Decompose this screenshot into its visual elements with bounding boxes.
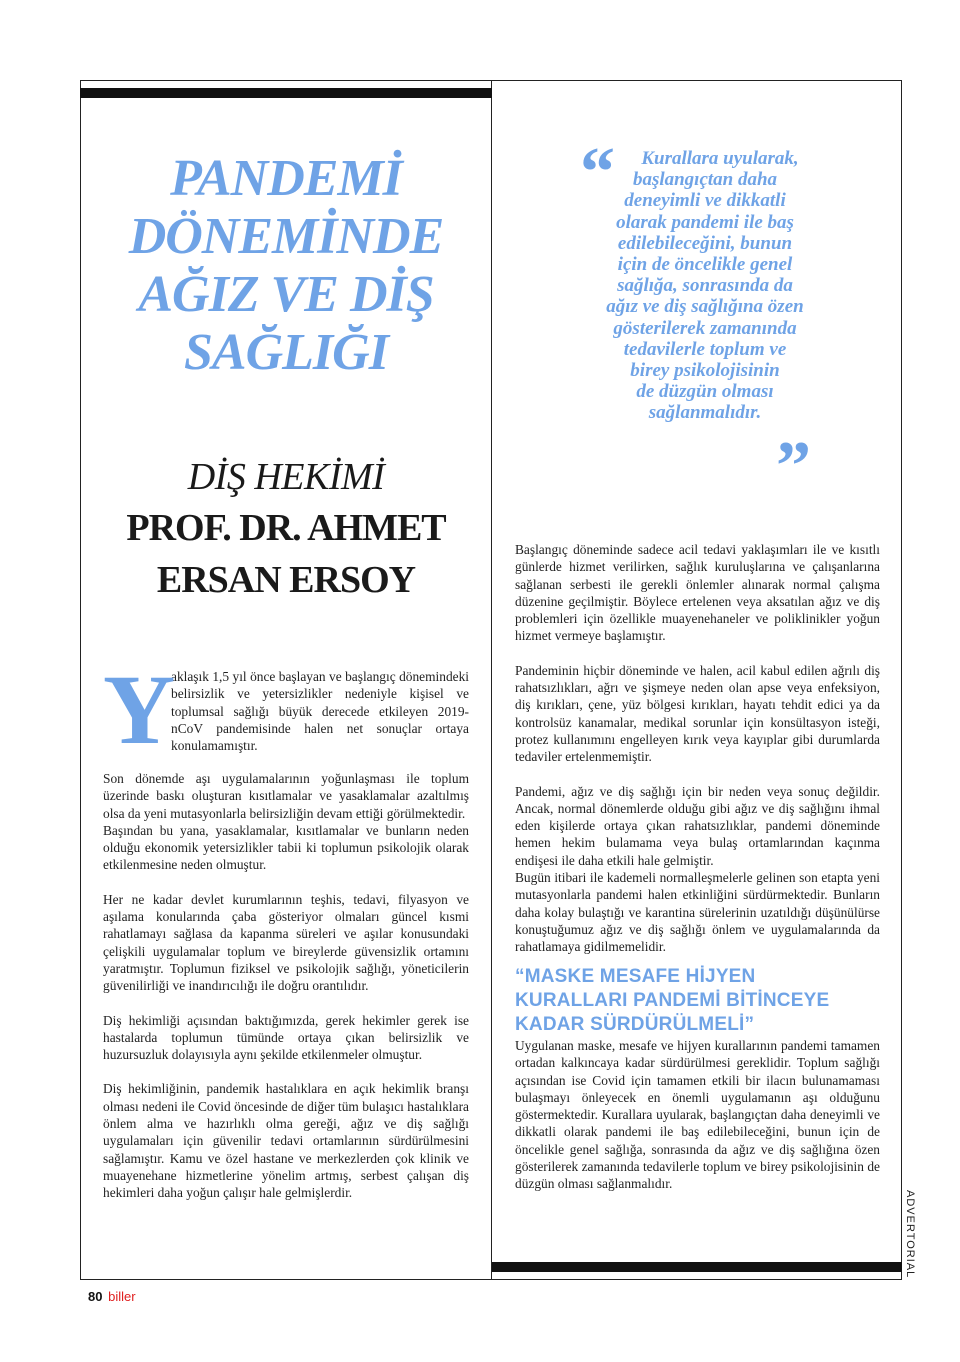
quote-line: birey psikolojisinin <box>630 360 780 382</box>
body-paragraph: Diş hekimliğinin, pandemik hastalıklara en açık hekimlik branşı olması nedeni ile Covid öncesinde de diğer tüm bulaşıcı hastalıklara önlem alma ve hazırlıklı olma gereği, ağız ve diş sağlığı uygulamaları için güvenilir tedavi ortamlarının sürdürülmesini sağlamıştır. Kamu ve özel hastane ve merkezlerden çok klinik ve muayenehane hizmetlerine yönelim artmış, serbest çalışan diş hekimleri daha yoğun çalışır hale gelmişlerdir. <box>103 1081 469 1201</box>
dropcap: Y <box>103 654 176 765</box>
subheading <box>515 965 885 1037</box>
intro-paragraph <box>103 654 469 765</box>
quote-line: sağlanmalıdır. <box>648 402 762 424</box>
headline-line: DÖNEMİNDE <box>128 208 444 265</box>
headline-line: SAĞLIĞI <box>184 324 388 381</box>
body-paragraph: Diş hekimliği açısından baktığımızda, gerek hekimler gerek ise hastalarda toplumun tümünde ortaya çıkan belirsizlik ve huzursuzluk dolayısıyla aynı şekilde etkilenmeler olmuştur. <box>103 1012 469 1063</box>
headline-line: AĞIZ VE DİŞ <box>138 266 434 323</box>
pull-quote <box>580 148 830 424</box>
headline <box>100 150 472 382</box>
quote-line: de düzgün olması <box>636 381 774 403</box>
quote-line: sağlığa, sonrasında da <box>617 275 793 297</box>
body-paragraph: Bugün itibari ile kademeli normalleşmelerle gelinen son etapta yeni mutasyonlarla pandemi halen etkinliğini sürdürmektedir. Bunların daha kolay bulaştığı ve karantina sürelerinin uzatıldığı düşünülürse konuştuğumuz ağız ve diş sağlığı önlem ve uygulamalarında da rahatlamaya gidilmemelidir. <box>515 870 880 955</box>
quote-line: olarak pandemi ile baş <box>616 211 794 233</box>
headline-line: PANDEMİ <box>170 150 402 207</box>
brand-name: biller <box>108 1289 136 1304</box>
body-paragraph: Başından bu yana, yasaklamalar, kısıtlamalar ve bunların neden olduğu ekonomik yetersizlikler tabii ki toplumun psikolojik olarak etkilenmesine neden olmuştur. <box>103 822 469 873</box>
body-paragraph: Uygulanan maske, mesafe ve hijyen kurallarının pandemi tamamen ortadan kalkıncaya kadar sürdürülmesi gereklidir. Toplum sağlığı açısından ise Covid için tamamen etkili bir ilacın bulunamaması bulaşmayı önleyecek en önemli uygulamanın aşı olduğunu göstermektedir. Kurallara uyularak, başlangıçtan daha deneyimli ve dikkatli olarak pandemi ile baş edilebileceğini, bunun için de öncelikle genel sağlığa, sonrasında da ağız ve diş sağlığına özen gösterilerek zamanında tedavilerle toplum ve birey psikolojisinin de düzgün olması sağlanmalıdır. <box>515 1038 880 1192</box>
page-footer <box>88 1289 136 1304</box>
body-paragraph: Son dönemde aşı uygulamalarının yoğunlaşması ile toplum üzerinde baskı oluşturan kısıtlamalar ve yasaklamalar azaltılmış olsa da yeni mutasyonlarla belirsizliğin devam ettiği görülmektedir. <box>103 771 469 821</box>
subheading-section <box>515 1037 880 1210</box>
advertorial-label: ADVERTORIAL <box>904 1190 916 1279</box>
intro-text: aklaşık 1,5 yıl önce başlayan ve başlangıç dönemindeki belirsizlik ve yetersizlikler nedeniyle kişisel ve toplumsal sağlığı büyük derecede etkileyen 2019-nCoV pandemisinde halen net sonuçlar ortaya konulamamıştır. <box>171 669 469 754</box>
quote-line: için de öncelikle genel <box>617 254 793 276</box>
close-quote-mark: ” <box>776 428 811 505</box>
open-quote-mark: “ <box>580 134 615 211</box>
quote-line: Kurallara uyularak, <box>641 148 799 169</box>
left-column <box>103 770 469 1219</box>
subheading-line: KURALLARI PANDEMİ BİTİNCEYE <box>515 990 830 1011</box>
column-divider <box>491 80 492 1280</box>
subheading-line: KADAR SÜRDÜRÜLMELİ” <box>515 1014 755 1035</box>
body-paragraph: Her ne kadar devlet kurumlarının teşhis, tedavi, filyasyon ve aşılama konularında çaba gösteriyor olmaları güncel kısmi rahatlamayı sağlasa da kapanma süreleri ve aşılar konusundaki çelişkili uygulamalar toplum ve bireylerde güvensizlik ortamını yaratmıştır. Toplumun fiziksel ve psikolojik sağlığı, yöneticilerin güvenilirliği ve inandırıcılığı ile doğru orantılıdır. <box>103 891 469 994</box>
right-column <box>515 541 880 973</box>
page-number: 80 <box>88 1289 103 1304</box>
bottom-rule <box>492 1262 902 1272</box>
author-name-line2: ERSAN ERSOY <box>156 559 416 601</box>
body-paragraph: Pandeminin hiçbir döneminde ve halen, acil kabul edilen ağrılı diş rahatsızlıkları, ağrı ve şişmeye neden olan apse veya enfeksiyon, diş kırıkları, çene, yüz bölgesi kırıkları, hayatı tehdit edici ya da kontrolsüz kanamalar, medikal sorunlar için konsültasyon isteği, protez kullanımını engelleyen kırık veya kayıplar gibi durumlarda tedaviler ertelenmemiştir. <box>515 662 880 765</box>
quote-line: tedavilerle toplum ve <box>623 338 787 360</box>
body-paragraph: Pandemi, ağız ve diş sağlığı için bir neden veya sonuç değildir. Ancak, normal dönemlerde olduğu gibi ağız ve diş sağlığını ihmal eden kişilerde ortaya çıkan rahatsızlıklar, pandemi döneminde hemen hekim bulamama veya bulaş ortamlarından kaçınma endişesi ile daha etkili hale gelmiştir. <box>515 783 880 868</box>
top-rule <box>80 88 492 98</box>
quote-line: gösterilerek zamanında <box>613 317 797 339</box>
body-paragraph: Başlangıç döneminde sadece acil tedavi yaklaşımları ile ve kısıtlı günlerde hizmet verilirken, sağlık kuruluşlarına ve çalışanlarına sağlanan serbesti ile gerekli önlemler alınarak normal çalışma düzenine geçilmiştir. Böylece ertelenen veya aksatılan ağız ve diş problemleri için özellikle muayenehaneler ve poliklinikler yoğun hizmet vermeye başlamıştır. <box>515 542 880 644</box>
subheading-line: “MASKE MESAFE HİJYEN <box>515 966 756 987</box>
quote-line: ağız ve diş sağlığına özen <box>606 296 804 318</box>
quote-line: deneyimli ve dikkatli <box>624 190 786 212</box>
author-block <box>100 452 472 606</box>
quote-line: edilebileceğini, bunun <box>617 232 793 254</box>
author-role: DİŞ HEKİMİ <box>187 456 385 498</box>
quote-line: başlangıçtan daha <box>632 169 778 191</box>
author-name-line1: PROF. DR. AHMET <box>126 507 446 549</box>
